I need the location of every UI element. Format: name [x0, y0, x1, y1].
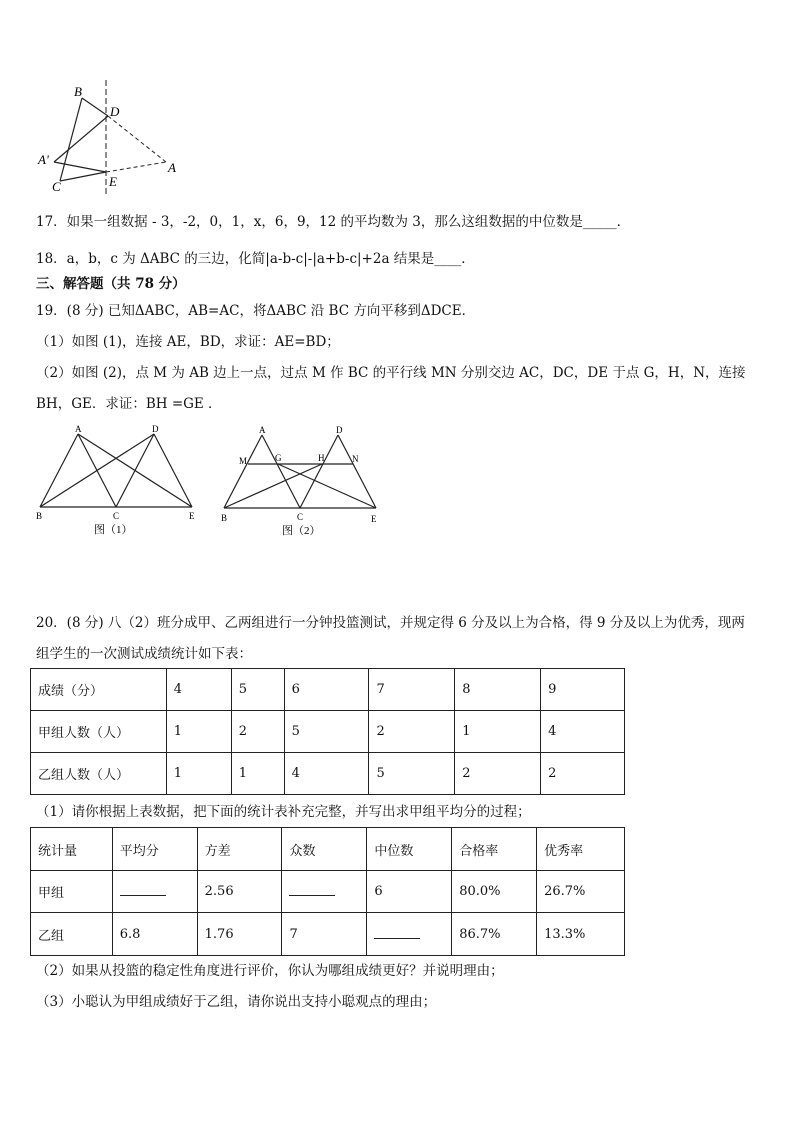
question-20-cont: 组学生的一次测试成绩统计如下表： — [36, 646, 252, 662]
table-cell: 甲组 — [31, 871, 113, 913]
fig2-label-B: B — [221, 513, 228, 523]
table-cell: 9 — [541, 669, 625, 711]
label-D: D — [110, 104, 120, 119]
question-19: 19．(8 分) 已知ΔABC，AB=AC，将ΔABC 沿 BC 方向平移到ΔDCE． — [36, 303, 476, 319]
table-header-cell: 众数 — [282, 828, 367, 871]
table-cell: 1 — [166, 753, 231, 795]
question-19-part2: （2）如图 (2)，点 M 为 AB 边上一点，过点 M 作 BC 的平行线 MN 分别交边 AC，DC，DE 于点 G，H，N，连接 — [36, 365, 746, 381]
fig2-label-C: C — [297, 512, 304, 522]
table-cell: 成绩（分） — [31, 669, 167, 711]
table-cell: 2 — [231, 711, 284, 753]
table-header-cell: 方差 — [197, 828, 282, 871]
table-cell: 4 — [284, 753, 369, 795]
label-A-prime: A' — [38, 152, 49, 167]
fig2-label-H: H — [318, 453, 325, 463]
table-cell: 7 — [282, 913, 367, 956]
fig2-label-A: A — [259, 425, 266, 435]
edge-BC — [60, 98, 82, 181]
table-cell: 4 — [541, 711, 625, 753]
table-cell: 5 — [284, 711, 369, 753]
section-title: 三、解答题（共 78 分） — [36, 276, 186, 292]
table-cell: 2 — [541, 753, 625, 795]
figure-top — [30, 78, 190, 198]
answer-blank[interactable] — [374, 926, 420, 939]
table-cell: 2.56 — [197, 871, 282, 913]
fig2-label-M: M — [239, 456, 248, 466]
fig2-label-N: N — [352, 454, 359, 464]
fig2-label-E: E — [371, 514, 377, 524]
table-cell: 86.7% — [452, 913, 537, 956]
label-E: E — [109, 174, 117, 189]
question-20-part1: （1）请你根据上表数据，把下面的统计表补充完整，并写出求甲组平均分的过程； — [36, 804, 531, 820]
fig1-label-E: E — [189, 511, 195, 521]
table-cell: 13.3% — [537, 913, 625, 956]
table-cell: 6 — [367, 871, 452, 913]
table-cell: 5 — [231, 669, 284, 711]
edge-A1E — [54, 162, 106, 172]
table-cell: 80.0% — [452, 871, 537, 913]
edge-BD — [82, 98, 108, 116]
table-row — [31, 871, 625, 913]
question-19-part1: （1）如图 (1)，连接 AE，BD，求证：AE=BD； — [36, 334, 340, 350]
table-row — [31, 669, 625, 711]
table-cell: 2 — [369, 711, 455, 753]
score-table — [30, 668, 625, 795]
fig2-caption: 图（2） — [282, 525, 321, 537]
question-19-part2-cont: BH，GE．求证：BH =GE ． — [36, 396, 222, 412]
statistics-table — [30, 827, 625, 956]
question-17: 17．如果一组数据 - 3，-2，0，1，x，6，9，12 的平均数为 3，那么这组数据的中位数是_____． — [36, 214, 631, 230]
label-C: C — [52, 179, 61, 194]
answer-blank-cell[interactable] — [282, 871, 367, 913]
table-cell: 1 — [231, 753, 284, 795]
fig1-label-B: B — [36, 511, 43, 521]
edge-EA — [106, 162, 166, 172]
table-row — [31, 711, 625, 753]
table-row — [31, 828, 625, 871]
table-header-cell: 中位数 — [367, 828, 452, 871]
table-cell: 26.7% — [537, 871, 625, 913]
edge-DA — [108, 116, 166, 162]
figure-1 — [32, 422, 202, 540]
figure-2 — [218, 422, 388, 542]
fig1-label-D: D — [152, 424, 159, 434]
table-cell: 1 — [455, 711, 541, 753]
table-cell: 6.8 — [112, 913, 197, 956]
answer-blank-cell[interactable] — [367, 913, 452, 956]
answer-blank[interactable] — [289, 883, 335, 896]
fig1-label-A: A — [75, 424, 82, 434]
table-row — [31, 913, 625, 956]
table-header-cell: 统计量 — [31, 828, 113, 871]
label-A: A — [168, 160, 176, 175]
table-cell: 8 — [455, 669, 541, 711]
table-cell: 4 — [166, 669, 231, 711]
question-20-part2: （2）如果从投篮的稳定性角度进行评价，你认为哪组成绩更好？并说明理由； — [36, 963, 504, 979]
answer-blank[interactable] — [120, 883, 166, 896]
fig2-label-G: G — [275, 453, 282, 463]
table-header-cell: 合格率 — [452, 828, 537, 871]
fig2-label-D: D — [336, 425, 343, 435]
table-cell: 1 — [166, 711, 231, 753]
table-cell: 2 — [455, 753, 541, 795]
table-cell: 7 — [369, 669, 455, 711]
question-20: 20．(8 分) 八（2）班分成甲、乙两组进行一分钟投篮测试，并规定得 6 分及以上为合格，得 9 分及以上为优秀，现两 — [36, 615, 745, 631]
table-cell: 5 — [369, 753, 455, 795]
table-header-cell: 优秀率 — [537, 828, 625, 871]
label-B: B — [74, 84, 82, 99]
edge-CE — [60, 172, 106, 181]
answer-blank-cell[interactable] — [112, 871, 197, 913]
table-row — [31, 753, 625, 795]
table-cell: 6 — [284, 669, 369, 711]
question-20-part3: （3）小聪认为甲组成绩好于乙组，请你说出支持小聪观点的理由； — [36, 994, 437, 1010]
table-cell: 乙组人数（人） — [31, 753, 167, 795]
table-cell: 乙组 — [31, 913, 113, 956]
fig1-label-C: C — [113, 511, 120, 521]
question-18: 18．a，b，c 为 ΔABC 的三边，化简|a-b-c|-|a+b-c|+2a 结果是____． — [36, 251, 475, 267]
edge-DA1 — [54, 116, 108, 162]
fig1-caption: 图（1） — [94, 524, 133, 536]
table-header-cell: 平均分 — [112, 828, 197, 871]
table-cell: 甲组人数（人） — [31, 711, 167, 753]
table-cell: 1.76 — [197, 913, 282, 956]
